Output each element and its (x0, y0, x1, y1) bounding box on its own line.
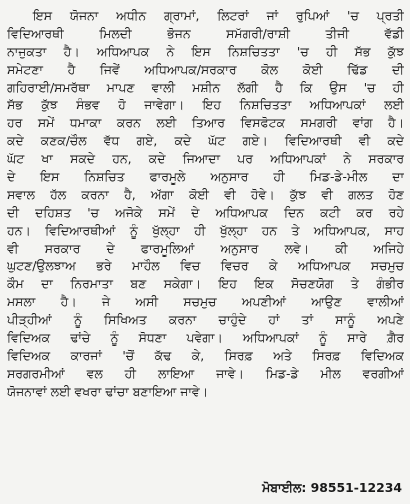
paragraph-line: ਪੀੜ੍ਹੀਆਂ ਨੂੰ ਸਿਖਿਅਤ ਕਰਨਾ ਚਾਹੁੰਦੇ ਹਾਂ ਤਾਂ ਸਾਨੂੰ ਅਪਣੇ (7, 312, 404, 328)
paragraph-line: ਦੇ ਇਸ ਨਿਸ਼ਚਿਤ ਫਾਰਮੂਲੇ ਅਨੁਸਾਰ ਹੀ ਮਿਡ-ਡੇ-ਮੀਲ ਦਾ (7, 169, 404, 185)
paragraph-line: ਮਸਲਾ ਹੈ। ਜੇ ਅਸੀ ਸਚਮੁਚ ਅਪਣੀਆਂ ਆਉਣ ਵਾਲੀਆਂ (7, 294, 404, 310)
paragraph-line: ਕੌਮ ਦਾ ਨਿਰਮਾਤਾ ਬਣ ਸਕੇਗਾ। ਇਹ ਇਕ ਸੋਚਣਯੋਗ ਤੇ ਗੰਭੀਰ (7, 276, 404, 292)
paragraph-line: ਸਰਗਰਮੀਆਂ ਵਲ ਹੀ ਲਾਇਆ ਜਾਵੇ। ਮਿਡ-ਡੇ ਮੀਲ ਵਰਗੀਆਂ (7, 365, 404, 381)
paragraph-line: ਘੱਟ ਖਾ ਸਕਦੇ ਹਨ, ਕਦੇ ਜਿਆਦਾ ਪਰ ਅਧਿਆਪਕਾਂ ਨੇ ਸਰਕਾਰ (7, 151, 404, 167)
paragraph-line: ਕਦੇ ਕਣਕ/ਚੌਲ ਵੱਧ ਗਏ, ਕਦੇ ਘੱਟ ਗਏ। ਵਿਦਿਆਰਥੀ ਵੀ ਕਦੇ (7, 133, 404, 149)
paragraph-line: ਦੀ ਦਹਿਸ਼ਤ 'ਚ ਅਜੋਕੇ ਸਮੇਂ ਦੇ ਅਧਿਆਪਕ ਦਿਨ ਕਟੀ ਕਰ ਰਹੇ (7, 204, 404, 220)
mobile-contact: ਮੋਬਾਈਲ: 98551-12234 (262, 480, 402, 495)
paragraph-line: ਵਿਦਿਅਕ ਕਾਰਜਾਂ 'ਚੋਂ ਕੱਢ ਕੇ, ਸਿਰਫ਼ ਅਤੇ ਸਿਰਫ਼ ਵਿਦਿਅਕ (7, 347, 404, 363)
paragraph-line: ਹਨ। ਵਿਦਿਆਰਥੀਆਂ ਨੂੰ ਖੁੱਲ੍ਹਾ ਹੀ ਖੁੱਲ੍ਹਾ ਹਨ ਤੇ ਅਧਿਆਪਕ, ਸਾਹ (7, 222, 404, 238)
paragraph-line: ਸਮੇਟਣਾ ਹੈ ਜਿਵੇਂ ਅਧਿਆਪਕ/ਸਰਕਾਰ ਕੋਲ ਕੋਈ ਢਿੱਡ ਦੀ (7, 61, 404, 77)
paragraph-line: ਗਹਿਰਾਈ/ਸਮਰੱਥਾ ਮਾਪਣ ਵਾਲੀ ਮਸ਼ੀਨ ਲੱਗੀ ਹੈ ਕਿ ਉਸ 'ਚ ਹੀ (7, 79, 404, 95)
paragraph-line: ਹਰ ਸਮੇਂ ਧਮਾਕਾ ਕਰਨ ਲਈ ਤਿਆਰ ਵਿਸਫੋਟਕ ਸਮਗਰੀ ਵਾਂਗ ਹੈ। (7, 115, 404, 131)
paragraph-line: ਵਿਦਿਅਕ ਢਾਂਚੇ ਨੂੰ ਸੋਧਣਾ ਪਵੇਗਾ। ਅਧਿਆਪਕਾਂ ਨੂੰ ਸਾਰੇ ਗ਼ੈਰ (7, 330, 404, 346)
paragraph-line: ਯੋਜਨਾਵਾਂ ਲਈ ਵਖਰਾ ਢਾਂਚਾ ਬਣਾਇਆ ਜਾਵੇ। (7, 383, 208, 399)
paragraph-line: ਸਵਾਲ ਹੱਲ ਕਰਨਾ ਹੈ, ਅੱਗਾ ਕੋਈ ਵੀ ਹੋਵੇ। ਕੁੱਝ ਵੀ ਗਲਤ ਹੋਣ (7, 186, 404, 202)
paragraph-line: ਵੀ ਸਰਕਾਰ ਦੇ ਫਾਰਮੂਲਿਆਂ ਅਨੁਸਾਰ ਲਵੇ। ਕੀ ਅਜਿਹੇ (7, 240, 404, 256)
paragraph-line: ਘੁਟਣ/ਉਲਝਾਅ ਭਰੇ ਮਾਹੌਲ ਵਿਚ ਵਿਚਰ ਕੇ ਅਧਿਆਪਕ ਸਚਮੁਚ (7, 258, 404, 274)
paragraph-line: ਸੱਭ ਕੁੱਝ ਸੰਭਵ ਹੋ ਜਾਵੇਗਾ। ਇਹ ਨਿਸ਼ਚਿਤਤਾ ਅਧਿਆਪਕਾਂ ਲਈ (7, 97, 404, 113)
paragraph-line: ਨਾਜੁਕਤਾ ਹੈ। ਅਧਿਆਪਕ ਨੇ ਇਸ ਨਿਸ਼ਚਿਤਤਾ 'ਚ ਹੀ ਸੱਭ ਕੁੱਝ (7, 43, 404, 59)
paragraph-line: ਵਿਦਿਆਰਥੀ ਮਿਲਦੀ ਭੋਜਨ ਸਮੱਗਰੀ/ਰਾਸ਼ੀ ਤੀਜੀ ਵੱਡੀ (7, 25, 404, 41)
paragraph-line: ਇਸ ਯੋਜਨਾ ਅਧੀਨ ਗ੍ਰਾਮਾਂ, ਲਿਟਰਾਂ ਜਾਂ ਰੁਪਿਆਂ 'ਚ ਪ੍ਰਤੀ (33, 8, 404, 23)
